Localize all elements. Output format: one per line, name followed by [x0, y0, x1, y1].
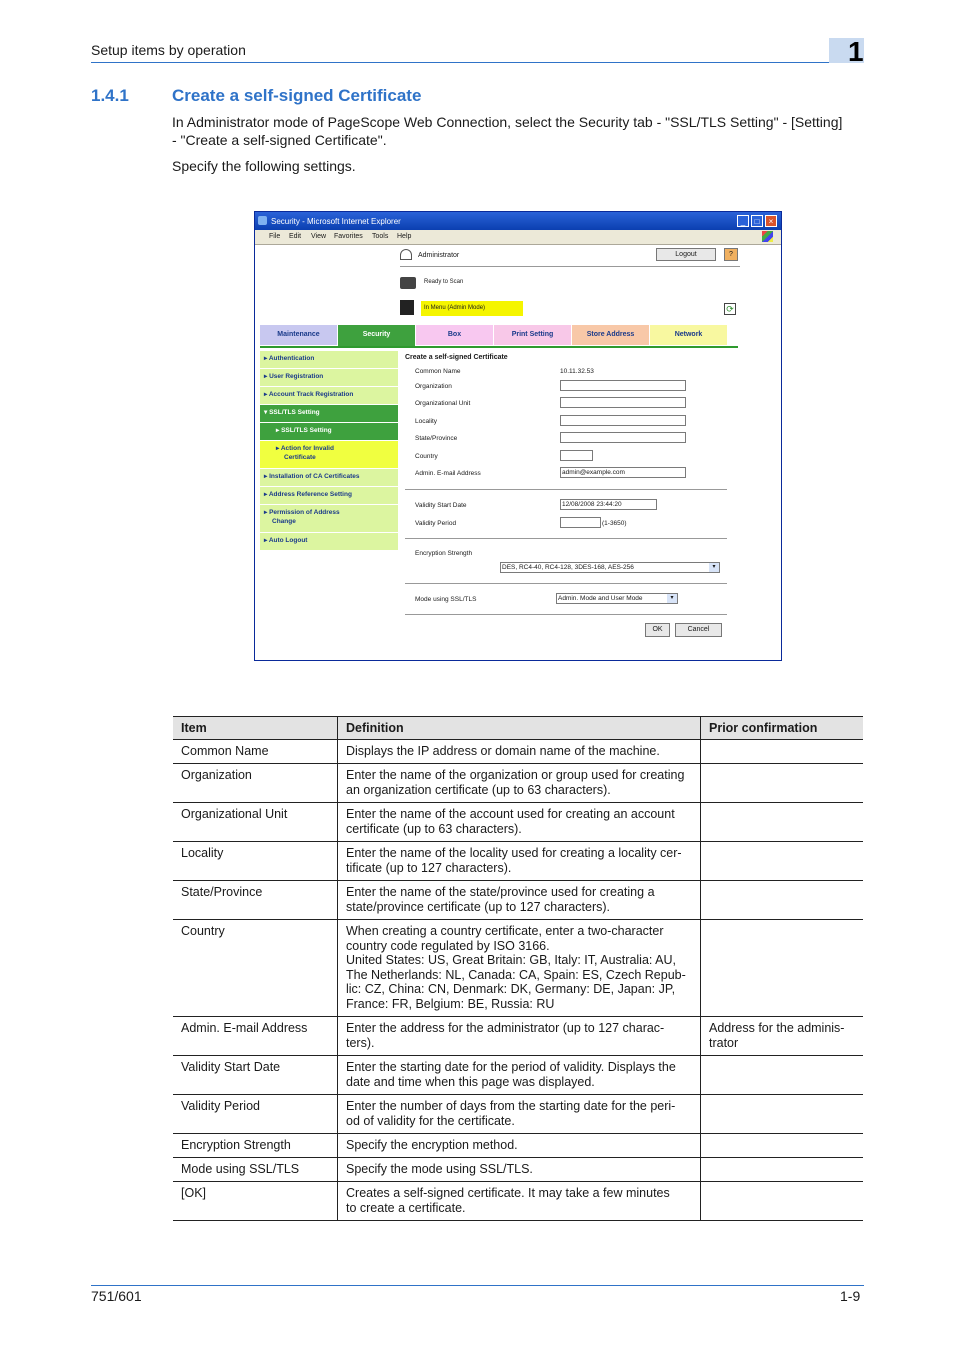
ie-icon	[258, 216, 267, 225]
prior-line: Address for the adminis-	[709, 1021, 845, 1035]
definition-line: Enter the address for the administrator (up to 127 charac-	[346, 1021, 665, 1035]
header-prior-confirmation: Prior confirmation	[700, 717, 863, 739]
table-row	[173, 764, 863, 803]
common-name-value: 10.11.32.53	[560, 368, 594, 375]
table-row	[173, 1056, 863, 1095]
cell-prior-confirmation	[700, 881, 863, 919]
table-row	[173, 803, 863, 842]
cell-item: Mode using SSL/TLS	[181, 1162, 300, 1176]
sidebar-item-label: SSL/TLS Setting	[281, 427, 332, 434]
definition-line: lic: CZ, China: CN, Denmark: DK, Germany: DE, Japan: JP,	[346, 982, 676, 996]
cell-definition	[337, 1134, 700, 1157]
cell-item: Country	[181, 924, 225, 938]
validity-period-label: Validity Period	[415, 520, 457, 527]
sidebar-item-label: Account Track Registration	[268, 391, 354, 398]
logout-button[interactable]: Logout	[656, 248, 716, 261]
definition-line: Specify the encryption method.	[346, 1138, 518, 1152]
common-name-label: Common Name	[415, 368, 461, 375]
validity-period-input[interactable]	[560, 517, 601, 528]
section-number: 1.4.1	[91, 86, 129, 105]
sidebar-item-account-track[interactable]: ▸ Account Track Registration	[260, 387, 398, 405]
menu-view[interactable]: View	[311, 233, 327, 240]
cell-definition	[337, 1095, 700, 1133]
status-ready: Ready to Scan	[424, 279, 464, 285]
org-unit-input[interactable]	[560, 397, 686, 408]
cell-definition	[337, 740, 700, 763]
sidebar-item-label: Installation of CA Certificates	[269, 473, 360, 480]
browser-titlebar	[255, 212, 781, 230]
definition-line: certificate (up to 63 characters).	[346, 821, 522, 836]
footer-page-number: 1-9	[840, 1288, 861, 1304]
cell-prior-confirmation	[700, 1158, 863, 1181]
definition-line: country code regulated by ISO 3166.	[346, 938, 550, 953]
cancel-button[interactable]: Cancel	[675, 623, 722, 637]
form-divider	[405, 614, 727, 615]
definition-line: tificate (up to 127 characters).	[346, 860, 512, 875]
footer-rule	[91, 1285, 864, 1286]
locality-label: Locality	[415, 418, 438, 425]
cell-definition	[337, 842, 700, 880]
sidebar-item-address-reference[interactable]: ▸ Address Reference Setting	[260, 487, 398, 505]
org-unit-label: Organizational Unit	[415, 400, 471, 407]
cell-prior-confirmation	[700, 740, 863, 763]
tab-box[interactable]: Box	[416, 325, 493, 345]
encryption-select[interactable]	[500, 562, 720, 573]
definition-line: to create a certificate.	[346, 1200, 466, 1215]
menu-tools[interactable]: Tools	[372, 233, 389, 240]
table-row	[173, 1134, 863, 1158]
sidebar-subitem-ssl-tls-setting[interactable]: ▸ SSL/TLS Setting	[260, 423, 398, 441]
cell-definition	[337, 803, 700, 841]
cell-definition	[337, 920, 700, 1016]
sidebar-item-label: Authentication	[268, 355, 315, 362]
cell-definition	[337, 1182, 700, 1220]
cell-definition	[337, 1158, 700, 1181]
browser-menubar	[255, 230, 781, 245]
mode-select[interactable]	[556, 593, 678, 604]
tab-network[interactable]: Network	[650, 325, 727, 345]
ok-button[interactable]: OK	[645, 623, 670, 637]
admin-user-icon	[400, 249, 412, 260]
help-button[interactable]: ?	[724, 248, 738, 261]
sidebar-item-label: Auto Logout	[268, 537, 308, 544]
tab-store-address[interactable]: Store Address	[572, 325, 649, 345]
sidebar-item-permission-address[interactable]: ▸ Permission of Address Change	[260, 505, 398, 533]
cell-prior-confirmation	[700, 920, 863, 1016]
definition-line: Enter the starting date for the period of validity. Displays the	[346, 1060, 676, 1074]
status-mode: In Menu (Admin Mode)	[424, 305, 486, 311]
intro-line-2: - "Create a self-signed Certificate".	[172, 132, 387, 148]
tab-maintenance[interactable]: Maintenance	[260, 325, 337, 345]
email-label: Admin. E-mail Address	[415, 470, 481, 477]
menu-help[interactable]: Help	[397, 233, 412, 240]
menu-favorites[interactable]: Favorites	[334, 233, 363, 240]
definition-line: When creating a country certificate, enter a two-character	[346, 924, 664, 938]
definition-line: Specify the mode using SSL/TLS.	[346, 1162, 533, 1176]
cell-prior-confirmation	[700, 1134, 863, 1157]
cell-item: Common Name	[181, 744, 269, 758]
tab-underline	[260, 346, 738, 348]
definition-line: Enter the name of the locality used for creating a locality cer-	[346, 846, 682, 860]
state-label: State/Province	[415, 435, 458, 442]
table-header-row	[173, 716, 863, 740]
definition-line: Creates a self-signed certificate. It may take a few minutes	[346, 1186, 670, 1200]
chevron-down-icon: ▾	[709, 563, 719, 572]
section-title: Create a self-signed Certificate	[172, 86, 422, 105]
state-input[interactable]	[560, 432, 686, 443]
cell-prior-confirmation	[700, 1182, 863, 1220]
cell-item: Organization	[181, 768, 252, 782]
table-row	[173, 740, 863, 764]
cell-prior-confirmation	[700, 803, 863, 841]
definition-line: Enter the name of the state/province used for creating a	[346, 885, 655, 899]
sidebar-item-auto-logout[interactable]: ▸ Auto Logout	[260, 533, 398, 551]
tab-print-setting[interactable]: Print Setting	[494, 325, 571, 345]
sidebar-subitem-action-invalid-cert[interactable]: ▸ Action for Invalid Certificate	[260, 441, 398, 469]
sidebar-item-label: Address Reference Setting	[268, 491, 352, 498]
table-row	[173, 842, 863, 881]
browser-title: Security - Microsoft Internet Explorer	[271, 217, 401, 226]
cell-item: Validity Start Date	[181, 1060, 281, 1074]
definition-line: Enter the name of the organization or group used for creating	[346, 768, 685, 782]
sidebar-item-label: User Registration	[269, 373, 324, 380]
intro-line-1: In Administrator mode of PageScope Web Connection, select the Security tab - "SSL/TLS Setting" - [Setting]	[172, 114, 843, 130]
menu-edit[interactable]: Edit	[289, 233, 302, 240]
printer-icon	[400, 277, 416, 289]
admin-bar	[400, 247, 740, 267]
organization-label: Organization	[415, 383, 452, 390]
form-divider	[405, 489, 727, 490]
cell-definition	[337, 1017, 700, 1055]
chapter-number: 1	[848, 36, 864, 67]
validity-period-hint: (1-3650)	[602, 520, 627, 527]
sidebar-item-label: Permission of Address	[269, 509, 340, 516]
sidebar-item-label-cont: Certificate	[284, 454, 316, 461]
encryption-label: Encryption Strength	[415, 550, 473, 557]
header-rule	[91, 62, 864, 63]
browser-screenshot	[254, 211, 782, 661]
start-date-input[interactable]: 12/08/2008 23:44:20	[560, 499, 657, 510]
table-row	[173, 1017, 863, 1056]
header-definition: Definition	[337, 717, 700, 739]
table-row	[173, 1182, 863, 1221]
definition-line: United States: US, Great Britain: GB, Italy: IT, Australia: AU,	[346, 953, 676, 967]
definition-line: Enter the number of days from the starting date for the peri-	[346, 1099, 676, 1113]
cell-prior-confirmation	[700, 764, 863, 802]
cell-item: Organizational Unit	[181, 807, 288, 821]
windows-flag-icon	[762, 231, 773, 242]
chevron-down-icon: ▾	[667, 594, 677, 603]
prior-line: trator	[709, 1035, 739, 1050]
definition-line: state/province certificate (up to 127 characters).	[346, 899, 611, 914]
running-header: Setup items by operation	[91, 42, 246, 58]
form-title: Create a self-signed Certificate	[405, 354, 508, 361]
locality-input[interactable]	[560, 415, 686, 426]
definition-line: Displays the IP address or domain name of the machine.	[346, 744, 660, 758]
definition-line: an organization certificate (up to 63 characters).	[346, 782, 611, 797]
cell-prior-confirmation	[700, 842, 863, 880]
table-row	[173, 1095, 863, 1134]
email-input[interactable]: admin@example.com	[560, 467, 686, 478]
minimize-icon[interactable]: _	[737, 215, 749, 227]
encryption-value: DES, RC4-40, RC4-128, 3DES-168, AES-256	[502, 564, 634, 571]
tab-security[interactable]: Security	[338, 325, 415, 347]
mode-value: Admin. Mode and User Mode	[558, 595, 643, 602]
table-row	[173, 920, 863, 1017]
cell-item: State/Province	[181, 885, 263, 899]
definition-line: ters).	[346, 1035, 375, 1050]
definition-line: France: FR, Belgium: BE, Russia: RU	[346, 996, 555, 1011]
intro-line-3: Specify the following settings.	[172, 158, 356, 174]
definition-line: date and time when this page was displayed.	[346, 1074, 595, 1089]
cell-item: Admin. E-mail Address	[181, 1021, 308, 1035]
refresh-icon[interactable]: ⟳	[724, 303, 736, 315]
cell-definition	[337, 764, 700, 802]
cell-definition	[337, 1056, 700, 1094]
definition-line: The Netherlands: NL, Canada: CA, Spain: ES, Czech Repub-	[346, 967, 686, 982]
cell-item: Encryption Strength	[181, 1138, 291, 1152]
country-label: Country	[415, 453, 438, 460]
sidebar-item-label-cont: Change	[272, 518, 296, 525]
cell-prior-confirmation	[700, 1095, 863, 1133]
mode-label: Mode using SSL/TLS	[415, 596, 477, 603]
cell-item: Locality	[181, 846, 224, 860]
sidebar-item-ca-certificates[interactable]: ▸ Installation of CA Certificates	[260, 469, 398, 487]
cell-prior-confirmation	[700, 1017, 863, 1055]
maximize-icon[interactable]: □	[751, 215, 763, 227]
footer-model: 751/601	[91, 1288, 142, 1304]
sidebar-item-label: SSL/TLS Setting	[269, 409, 320, 416]
sidebar-item-authentication[interactable]: ▸ Authentication	[260, 351, 398, 369]
menu-file[interactable]: File	[269, 233, 281, 240]
cell-item: Validity Period	[181, 1099, 260, 1113]
table-row	[173, 881, 863, 920]
close-icon[interactable]: ×	[765, 215, 777, 227]
tab-bar	[260, 325, 740, 347]
start-date-label: Validity Start Date	[415, 502, 467, 509]
sidebar-item-user-registration[interactable]: ▸ User Registration	[260, 369, 398, 387]
web-page	[258, 245, 778, 659]
organization-input[interactable]	[560, 380, 686, 391]
form-divider	[405, 538, 727, 539]
form-divider	[405, 583, 727, 584]
cell-item: [OK]	[181, 1186, 207, 1200]
sidebar-item-label: Action for Invalid	[280, 445, 334, 452]
table-row	[173, 1158, 863, 1182]
cell-definition	[337, 881, 700, 919]
definition-line: od of validity for the certificate.	[346, 1113, 515, 1128]
machine-icon	[400, 300, 414, 315]
definition-line: Enter the name of the account used for creating an account	[346, 807, 675, 821]
cell-prior-confirmation	[700, 1056, 863, 1094]
sidebar-item-ssl-tls[interactable]: ▾ SSL/TLS Setting	[260, 405, 398, 423]
header-item: Item	[181, 721, 207, 735]
admin-label: Administrator	[418, 252, 460, 259]
country-input[interactable]	[560, 450, 593, 461]
